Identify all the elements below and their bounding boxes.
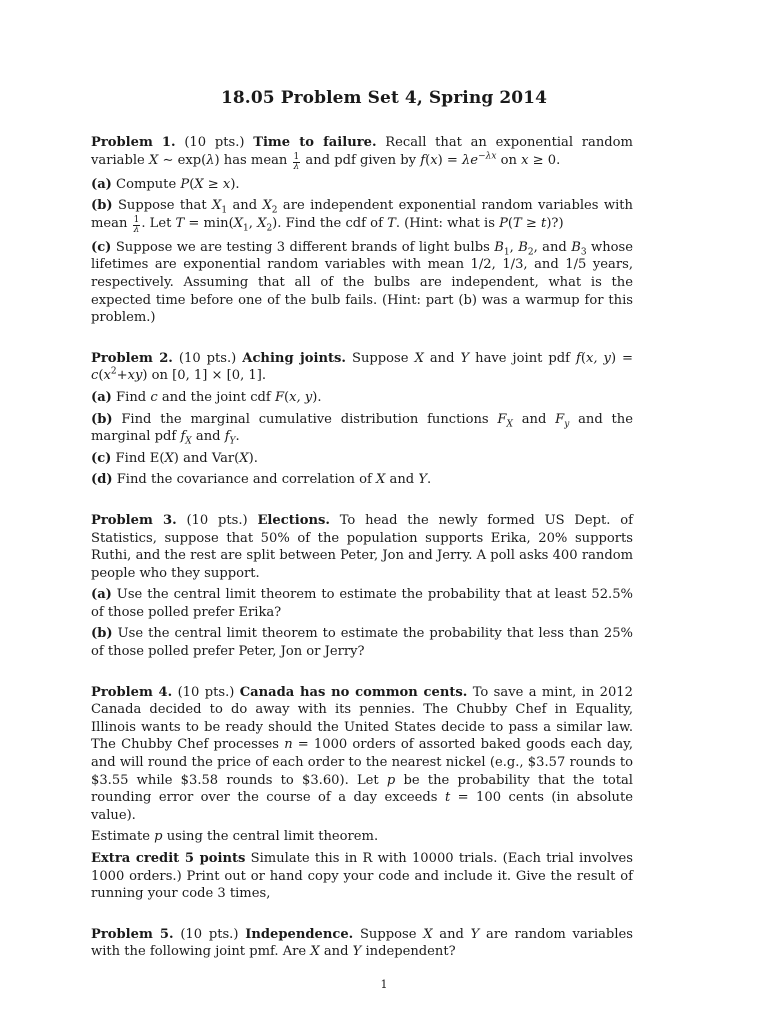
problem-4-text: cents (in absolute value). — [91, 790, 633, 823]
part-label: (a) — [91, 176, 112, 192]
part-text: Find the marginal cumulative distribution functions — [121, 411, 489, 427]
part-text: Suppose that — [117, 198, 207, 214]
page-number: 1 — [380, 978, 388, 991]
part-text: . (Hint: what is — [395, 215, 495, 231]
problem-3-part-a — [91, 586, 633, 621]
extra-credit-text: Simulate this in R with 10000 trials. (Each trial involves 1000 orders.) Print out or hand copy your code and include it. Give the result of running your code 3 times, — [91, 851, 633, 902]
part-text: Suppose we are testing 3 different brands of light bulbs — [115, 239, 490, 255]
problem-4-text: using the central limit theorem. — [166, 829, 379, 845]
part-text: and — [232, 198, 258, 214]
problem-5-points: (10 pts.) — [180, 926, 239, 942]
part-label: (d) — [91, 472, 113, 488]
problem-4-label: Problem 4. — [91, 684, 173, 700]
part-text: Find E( — [115, 450, 165, 466]
part-text: Compute — [116, 176, 177, 192]
problem-2 — [91, 350, 633, 489]
problem-1-text: has mean — [223, 152, 288, 168]
document-body — [91, 134, 633, 984]
problem-5-intro: Problem 5. (10 pts.) Independence. Suppose X and Y are random variables with the following joint pmf. Are X and Y independent? — [91, 926, 633, 960]
problem-3 — [91, 512, 633, 661]
problem-1 — [91, 134, 633, 327]
problem-3-part-b — [91, 625, 633, 660]
part-text: ). — [248, 450, 258, 466]
math: X — [148, 152, 159, 168]
part-text: and the marginal pdf — [91, 411, 633, 445]
problem-2-part-c: (c) Find E(X) and Var(X). — [91, 450, 258, 466]
part-text: Let — [149, 215, 172, 231]
problem-4-text: orders of assorted baked goods each day, and will round the price of each order to the nearest nickel (e.g., $3.57 rounds to $3.55 while $3.58 rounds to $3.60). Let — [91, 737, 633, 788]
problem-1-intro: Problem 1. (10 pts.) Time to failure. Recall that an exponential random variable X ∼ exp(λ) has mean $\frac{1}{\lambda}$ and pdf given by $f(x) = \lambda e^{-\lambda x}$ on x ≥ 0. — [91, 135, 633, 172]
part-label: (b) — [91, 198, 113, 214]
problem-3-intro — [91, 512, 633, 582]
problem-4-text: To save a mint, in 2012 Canada decided to do away with its pennies. The Chubby Chef in Equality, Illinois wants to be ready should the United States decide to pass a similar law. The Chubby Chef processes — [91, 684, 633, 753]
problem-1-text: and pdf given by — [305, 152, 417, 168]
problem-1-text: on — [500, 152, 517, 168]
problem-5 — [91, 926, 633, 961]
problem-4-intro: Problem 4. (10 pts.) Canada has no common cents. To save a mint, in 2012 Canada decided to do away with its pennies. The Chubby Chef in Equality, Illinois wants to be ready should the United States decide to pass a similar law. The Chubby Chef processes n = 1000 orders of assorted baked goods each day, and will round the price of each order to the nearest nickel (e.g., $3.57 rounds to $3.55 while $3.58 rounds to $3.60). Let p be the probability that the total rounding error over the course of a day exceeds t = 100 cents (in absolute value). — [91, 684, 633, 823]
part-text: are independent exponential random variables with mean — [91, 198, 633, 231]
problem-4-points: (10 pts.) — [177, 684, 235, 700]
problem-2-text: on — [151, 368, 168, 384]
part-text: Use the central limit theorem to estimate the probability that less than 25% of those polled prefer Peter, Jon or Jerry? — [91, 626, 633, 660]
extra-credit-label: Extra credit 5 points — [91, 851, 246, 866]
problem-3-points: (10 pts.) — [186, 512, 248, 528]
page-title: 18.05 Problem Set 4, Spring 2014 — [220, 88, 548, 108]
problem-3-text: To head the newly formed US Dept. of Statistics, suppose that 50% of the population supports Erika, 20% supports Ruthi, and the rest are split between Peter, Jon and Jerry. A poll asks 400 random people who they support. — [91, 512, 633, 581]
fraction-one-over-lambda: $\frac{1}{\lambda}$ — [133, 214, 140, 235]
part-label: (c) — [91, 239, 112, 255]
part-text: and — [195, 429, 221, 445]
problem-5-text: and — [323, 944, 349, 960]
problem-5-label: Problem 5. — [91, 926, 174, 942]
problem-2-part-d: (d) Find the covariance and correlation of X and Y. — [91, 472, 432, 488]
problem-2-label: Problem 2. — [91, 350, 173, 366]
part-text: Find — [116, 389, 147, 405]
problem-5-text: and — [439, 926, 464, 942]
problem-5-text: independent? — [365, 944, 456, 960]
problem-5-text: are random variables with the following joint pmf. Are — [91, 926, 633, 960]
problem-4-topic: Canada has no common cents. — [239, 684, 468, 700]
part-label: (c) — [91, 450, 112, 466]
problem-5-text: Suppose — [359, 926, 417, 942]
part-text: Use the central limit theorem to estimate the probability that at least 52.5% of those polled prefer Erika? — [91, 587, 633, 620]
problem-1-part-a: (a) Compute P(X ≥ x). — [91, 176, 240, 192]
part-label: (b) — [91, 411, 113, 427]
part-label: (a) — [91, 587, 112, 603]
part-text: . Find the cdf of — [277, 215, 383, 231]
problem-1-part-c: (c) Suppose we are testing 3 different brands of light bulbs $B_1$, $B_2$, and $B_3$ whose lifetimes are exponential random variables with mean 1/2, 1/3, and 1/5 years, respectively. Assuming that all of the bulbs are independent, what is the expected time before one of the bulb fails. (Hint: part (b) was a warmup for this problem.) — [91, 239, 634, 326]
problem-2-text: Suppose — [351, 350, 409, 366]
problem-1-points: (10 pts.) — [184, 135, 245, 150]
fraction-one-over-lambda: $\frac{1}{\lambda}$ — [293, 151, 300, 172]
problem-1-part-b: (b) Suppose that $X_1$ and $X_2$ are independent exponential random variables with mean $\frac{1}{\lambda}$ . Let $T = \min(X_1$, $X_2$). Find the cdf of T. (Hint: what is P(T ≥ t)?) — [91, 198, 633, 235]
problem-3-label: Problem 3. — [91, 512, 177, 528]
problem-2-points: (10 pts.) — [178, 350, 237, 366]
part-text: ) and Var( — [173, 450, 240, 466]
problem-4 — [91, 684, 633, 903]
part-label: (b) — [91, 626, 113, 642]
part-text: Find the covariance and correlation of — [116, 472, 372, 488]
problem-2-text: have joint pdf — [475, 350, 570, 366]
part-text: whose lifetimes are exponential random variables with mean 1/2, 1/3, and 1/5 years, respectively. Assuming that all of the bulbs are independent, what is the expected time before one of the bulb fails. (Hint: part (b) was a warmup for this problem.) — [91, 239, 634, 326]
problem-2-part-b: (b) Find the marginal cumulative distribution functions $F_X$ and $F_y$ and the marginal pdf $f_X$ and $f_Y$. — [91, 411, 633, 447]
problem-1-text: Recall that an exponential random variable — [91, 135, 633, 168]
problem-4-text: Estimate — [91, 829, 150, 845]
problem-3-topic: Elections. — [257, 512, 330, 528]
problem-2-part-a: (a) Find c and the joint cdf F(x, y). — [91, 389, 322, 405]
part-text: and the joint cdf — [161, 389, 271, 405]
part-text: ?) — [551, 215, 564, 231]
part-text: and — [521, 411, 547, 427]
problem-2-topic: Aching joints. — [242, 350, 346, 366]
problem-1-topic: Time to failure. — [253, 135, 377, 150]
problem-5-topic: Independence. — [245, 926, 354, 942]
problem-4-estimate: Estimate p using the central limit theorem. — [91, 829, 379, 845]
part-text: and — [542, 239, 567, 255]
problem-2-intro: Problem 2. (10 pts.) Aching joints. Suppose X and Y have joint pdf f(x, $y) = c(x^2+xy)$ on [0, 1] × [0, 1]. — [91, 350, 634, 384]
problem-4-extra-credit — [91, 850, 633, 903]
problem-2-text: and — [429, 350, 455, 366]
part-label: (a) — [91, 389, 112, 405]
problem-4-text: be the probability that the total rounding error over the course of a day exceeds — [91, 772, 633, 806]
part-text: and — [389, 472, 415, 488]
problem-1-label: Problem 1. — [91, 135, 176, 150]
